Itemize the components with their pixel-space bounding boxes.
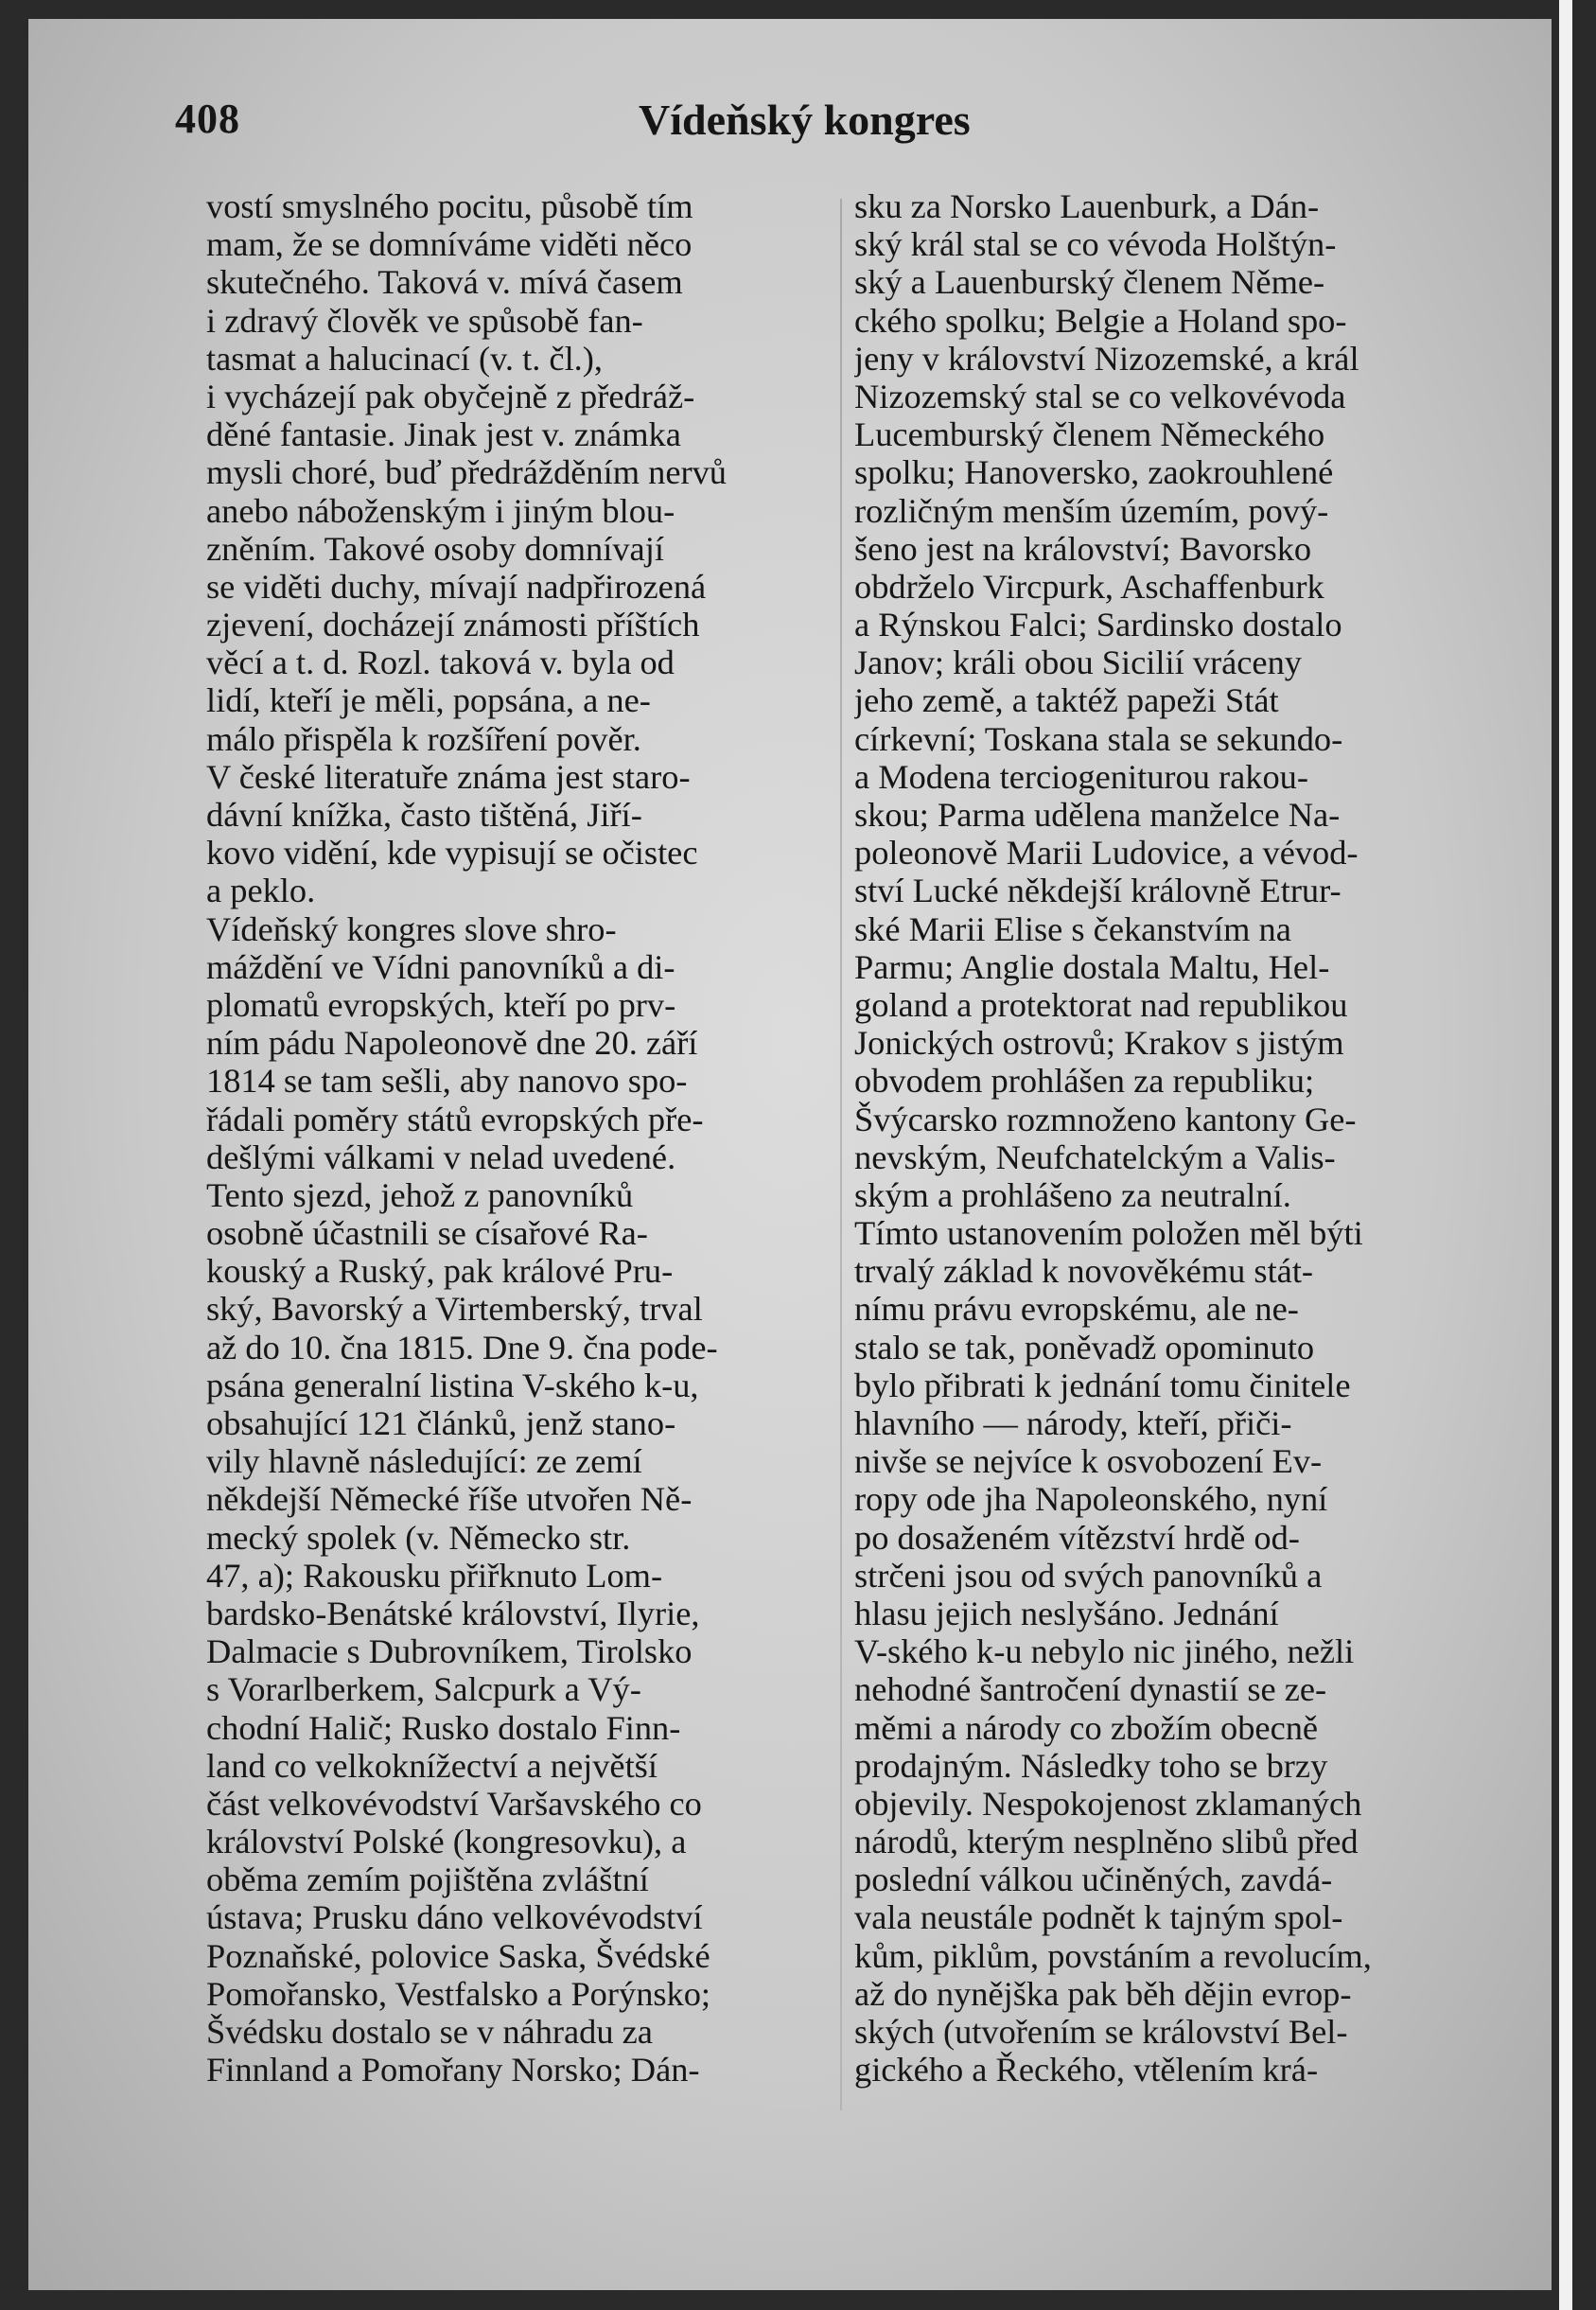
text-line: ústava; Prusku dáno velkovévodství xyxy=(206,1898,703,1937)
text-line: obdrželo Vircpurk, Aschaffenburk xyxy=(854,567,1324,606)
text-line: Pomořansko, Vestfalsko a Porýnsko; xyxy=(206,1974,711,2013)
page-header xyxy=(175,95,1008,151)
text-line: a Rýnskou Falci; Sardinsko dostalo xyxy=(854,606,1342,644)
text-line: až do 10. čna 1815. Dne 9. čna pode- xyxy=(206,1328,718,1367)
text-line: V-ského k-u nebylo nic jiného, nežli xyxy=(854,1632,1355,1671)
text-line: až do nynějška pak běh dějin evrop- xyxy=(854,1974,1352,2013)
text-line: řádali poměry států evropských pře- xyxy=(206,1100,704,1138)
right-text-column xyxy=(854,187,1460,2089)
text-line: psána generalní listina V-ského k-u, xyxy=(206,1366,699,1404)
text-line: ským a prohlášeno za neutralní. xyxy=(854,1175,1291,1214)
text-line: ním pádu Napoleonově dne 20. září xyxy=(206,1024,698,1063)
text-line: V české literatuře známa jest staro- xyxy=(206,757,691,796)
text-line: stalo se tak, poněvadž opominuto xyxy=(854,1328,1315,1367)
text-line: nehodné šantročení dynastií se ze- xyxy=(854,1670,1327,1709)
text-line: nímu právu evropskému, ale ne- xyxy=(854,1290,1299,1329)
column-divider xyxy=(840,199,842,2110)
text-line: Poznaňské, polovice Saska, Švédské xyxy=(206,1936,710,1975)
text-line: království Polské (kongresovku), a xyxy=(206,1823,687,1861)
text-line: Vídeňský kongres slove shro- xyxy=(206,909,617,948)
text-line: Lucemburský členem Německého xyxy=(854,415,1325,454)
text-line: gického a Řeckého, vtělením krá- xyxy=(854,2051,1319,2090)
text-line: 1814 se tam sešli, aby nanovo spo- xyxy=(206,1062,688,1101)
text-line: ských (utvořením se království Bel- xyxy=(854,2013,1348,2051)
text-line: a Modena terciogeniturou rakou- xyxy=(854,757,1308,796)
running-title: Vídeňský kongres xyxy=(639,96,971,144)
text-line: tasmat a halucinací (v. t. čl.), xyxy=(206,339,603,378)
text-line: 47, a); Rakousku přiřknuto Lom- xyxy=(206,1556,663,1595)
text-line: poslední válkou učiněných, zavdá- xyxy=(854,1860,1333,1899)
text-line: málo přispěla k rozšíření pověr. xyxy=(206,719,641,758)
text-line: Jonických ostrovů; Krakov s jistým xyxy=(854,1024,1344,1063)
text-line: ský a Lauenburský členem Něme- xyxy=(854,263,1325,302)
text-line: objevily. Nespokojenost zklamaných xyxy=(854,1784,1362,1823)
text-line: lidí, kteří je měli, popsána, a ne- xyxy=(206,681,651,720)
text-line: land co velkoknížectví a největší xyxy=(206,1746,658,1785)
text-line: skou; Parma udělena manželce Na- xyxy=(854,796,1341,834)
page-number: 408 xyxy=(175,96,240,142)
text-line: strčeni jsou od svých panovníků a xyxy=(854,1556,1323,1595)
text-line: spolku; Hanoversko, zaokrouhlené xyxy=(854,453,1334,492)
text-line: věcí a t. d. Rozl. taková v. byla od xyxy=(206,644,675,682)
text-line: děné fantasie. Jinak jest v. známka xyxy=(206,415,681,454)
text-line: šeno jest na království; Bavorsko xyxy=(854,529,1312,568)
text-line: Parmu; Anglie dostala Maltu, Hel- xyxy=(854,947,1330,986)
text-line: církevní; Toskana stala se sekundo- xyxy=(854,719,1343,758)
text-line: ské Marii Elise s čekanstvím na xyxy=(854,909,1291,948)
text-line: část velkovévodství Varšavského co xyxy=(206,1784,702,1823)
text-line: obvodem prohlášen za republiku; xyxy=(854,1062,1315,1101)
text-line: i zdravý člověk ve spůsobě fan- xyxy=(206,301,643,340)
text-line: Dalmacie s Dubrovníkem, Tirolsko xyxy=(206,1632,693,1671)
text-line: kovo vidění, kde vypisují se očistec xyxy=(206,834,698,873)
text-line: bardsko-Benátské království, Ilyrie, xyxy=(206,1594,700,1632)
text-line: skutečného. Taková v. mívá časem xyxy=(206,263,683,302)
text-line: kům, piklům, povstáním a revolucím, xyxy=(854,1936,1372,1975)
text-line: a peklo. xyxy=(206,872,316,910)
text-line: hlasu jejich neslyšáno. Jednání xyxy=(854,1594,1279,1632)
text-line: s Vorarlberkem, Salcpurk a Vý- xyxy=(206,1670,641,1709)
text-line: Nizozemský stal se co velkovévoda xyxy=(854,377,1346,415)
text-line: jeny v království Nizozemské, a král xyxy=(854,339,1359,378)
text-line: Tímto ustanovením položen měl býti xyxy=(854,1214,1363,1253)
text-line: máždění ve Vídni panovníků a di- xyxy=(206,947,675,986)
text-line: plomatů evropských, kteří po prv- xyxy=(206,985,676,1024)
text-line: nivše se nejvíce k osvobození Ev- xyxy=(854,1442,1323,1481)
text-line: zněním. Takové osoby domnívají xyxy=(206,529,664,568)
text-line: mam, že se domníváme viděti něco xyxy=(206,225,693,264)
text-line: ství Lucké někdejší královně Etrur- xyxy=(854,872,1342,910)
page-edge xyxy=(1559,0,1572,2310)
text-line: prodajným. Následky toho se brzy xyxy=(854,1746,1328,1785)
text-line: ský král stal se co vévoda Holštýn- xyxy=(854,225,1337,264)
text-line: kouský a Ruský, pak králové Pru- xyxy=(206,1252,674,1291)
text-line: ský, Bavorský a Virtemberský, trval xyxy=(206,1290,703,1329)
text-line: dávní knížka, často tištěná, Jiří- xyxy=(206,796,642,834)
text-line: ckého spolku; Belgie a Holand spo- xyxy=(854,301,1347,340)
text-line: vala neustále podnět k tajným spol- xyxy=(854,1898,1343,1937)
text-line: obsahující 121 článků, jenž stano- xyxy=(206,1404,676,1442)
left-text-column xyxy=(206,187,831,2089)
text-line: národů, kterým nesplněno slibů před xyxy=(854,1823,1359,1861)
text-line: Tento sjezd, jehož z panovníků xyxy=(206,1175,634,1214)
text-line: mysli choré, buď předrážděním nervů xyxy=(206,453,727,492)
text-line: nevským, Neufchatelckým a Valis- xyxy=(854,1137,1336,1176)
text-line: hlavního — národy, kteří, přiči- xyxy=(854,1404,1292,1442)
text-line: měmi a národy co zbožím obecně xyxy=(854,1708,1319,1747)
text-line: Finnland a Pomořany Norsko; Dán- xyxy=(206,2051,700,2090)
text-line: ropy ode jha Napoleonského, nyní xyxy=(854,1480,1328,1519)
text-line: anebo náboženským i jiným blou- xyxy=(206,491,675,530)
text-line: vily hlavně následující: ze zemí xyxy=(206,1442,642,1481)
text-line: trvalý základ k novověkému stát- xyxy=(854,1252,1314,1291)
text-line: Švýcarsko rozmnoženo kantony Ge- xyxy=(854,1100,1357,1138)
text-line: po dosaženém vítězství hrdě od- xyxy=(854,1518,1300,1557)
text-line: rozličným menším územím, pový- xyxy=(854,491,1329,530)
text-line: vostí smyslného pocitu, působě tím xyxy=(206,187,693,225)
text-line: někdejší Německé říše utvořen Ně- xyxy=(206,1480,693,1519)
text-line: bylo přibrati k jednání tomu činitele xyxy=(854,1366,1351,1404)
text-line: poleonově Marii Ludovice, a vévod- xyxy=(854,834,1359,873)
text-line: zjevení, docházejí známosti příštích xyxy=(206,606,700,644)
text-line: i vycházejí pak obyčejně z předráž- xyxy=(206,377,695,415)
text-line: se viděti duchy, mívají nadpřirozená xyxy=(206,567,707,606)
text-line: oběma zemím pojištěna zvláštní xyxy=(206,1860,649,1899)
text-line: Švédsku dostalo se v náhradu za xyxy=(206,2013,653,2051)
text-line: dešlými válkami v nelad uvedené. xyxy=(206,1137,676,1176)
text-line: Janov; králi obou Sicilií vráceny xyxy=(854,644,1302,682)
text-line: jeho země, a taktéž papeži Stát xyxy=(854,681,1279,720)
text-line: chodní Halič; Rusko dostalo Finn- xyxy=(206,1708,681,1747)
text-line: goland a protektorat nad republikou xyxy=(854,985,1348,1024)
text-line: osobně účastnili se císařové Ra- xyxy=(206,1214,648,1253)
text-line: sku za Norsko Lauenburk, a Dán- xyxy=(854,187,1320,225)
text-line: mecký spolek (v. Německo str. xyxy=(206,1518,631,1557)
